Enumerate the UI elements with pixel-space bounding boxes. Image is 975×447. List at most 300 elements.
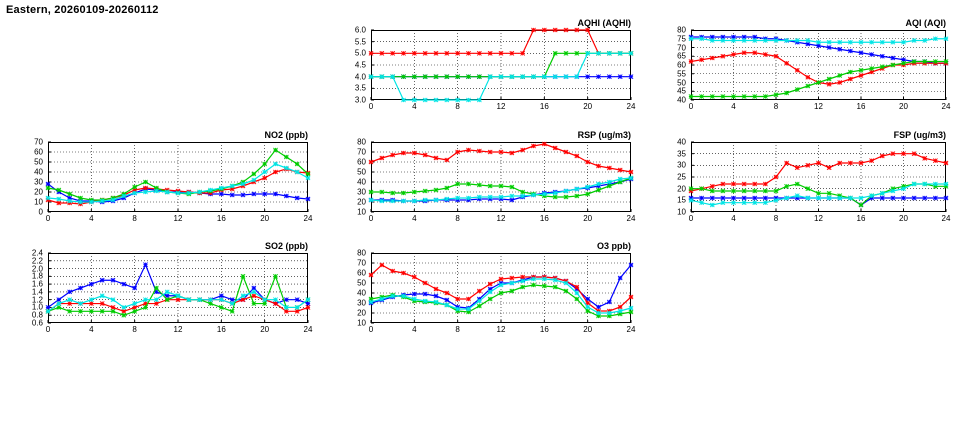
series-marker: [596, 164, 600, 168]
series-marker: [412, 297, 416, 301]
series-marker: [689, 187, 693, 191]
chart-panel-aqhi: [345, 18, 635, 114]
series-marker: [721, 38, 725, 42]
series-marker: [111, 278, 115, 282]
series-marker: [795, 182, 799, 186]
series-marker: [933, 182, 937, 186]
series-marker: [412, 75, 416, 79]
series-marker: [391, 75, 395, 79]
series-marker: [859, 73, 863, 77]
series-marker: [827, 40, 831, 44]
series-marker: [306, 301, 310, 305]
y-tick-label: 40: [357, 288, 366, 298]
series-marker: [763, 189, 767, 193]
series-marker: [618, 75, 622, 79]
series-marker: [499, 283, 503, 287]
series-marker: [542, 277, 546, 281]
series-marker: [700, 201, 704, 205]
x-tick-label: 24: [941, 214, 951, 223]
series-marker: [57, 298, 61, 302]
series-marker: [477, 75, 481, 79]
x-tick-label: 12: [173, 325, 183, 334]
series-marker: [700, 196, 704, 200]
series-marker: [208, 188, 212, 192]
series-marker: [143, 180, 147, 184]
series-marker: [901, 196, 905, 200]
series-marker: [434, 156, 438, 160]
series-marker: [618, 51, 622, 55]
series-marker: [230, 301, 234, 305]
series-marker: [391, 199, 395, 203]
series-marker: [466, 148, 470, 152]
series-marker: [575, 154, 579, 158]
series-marker: [263, 176, 267, 180]
series-marker: [689, 37, 693, 41]
x-tick-label: 12: [814, 214, 823, 223]
series-marker: [434, 75, 438, 79]
series-marker: [542, 28, 546, 32]
series-marker: [870, 194, 874, 198]
y-tick-label: 40: [677, 95, 686, 105]
series-marker: [273, 192, 277, 196]
series-marker: [880, 191, 884, 195]
series-marker: [423, 75, 427, 79]
y-tick-label: 40: [357, 177, 366, 187]
series-marker: [774, 93, 778, 97]
series-marker: [456, 75, 460, 79]
series-marker: [774, 175, 778, 179]
x-tick-label: 24: [626, 102, 636, 111]
series-marker: [89, 301, 93, 305]
x-tick-label: 12: [814, 102, 823, 111]
series-marker: [795, 38, 799, 42]
series-marker: [891, 152, 895, 156]
series-marker: [700, 94, 704, 98]
series-marker: [607, 300, 611, 304]
series-marker: [510, 75, 514, 79]
series-marker: [401, 151, 405, 155]
x-tick-label: 0: [45, 325, 51, 334]
chart-title: AQI (AQI): [905, 18, 946, 28]
series-marker: [586, 51, 590, 55]
y-tick-label: 20: [677, 184, 686, 194]
series-marker: [423, 189, 427, 193]
y-tick-label: 1.2: [31, 295, 43, 305]
series-marker: [531, 75, 535, 79]
series-marker: [564, 195, 568, 199]
series-marker: [423, 98, 427, 102]
series-marker: [795, 68, 799, 72]
x-tick-label: 24: [941, 102, 951, 111]
series-marker: [263, 192, 267, 196]
x-tick-label: 16: [216, 325, 226, 334]
series-marker: [721, 201, 725, 205]
series-marker: [774, 198, 778, 202]
series-marker: [434, 287, 438, 291]
series-marker: [219, 305, 223, 309]
series-marker: [176, 294, 180, 298]
series-marker: [488, 195, 492, 199]
series-marker: [586, 160, 590, 164]
series-marker: [607, 51, 611, 55]
series-marker: [848, 49, 852, 53]
series-marker: [880, 40, 884, 44]
series-marker: [542, 284, 546, 288]
series-marker: [531, 283, 535, 287]
y-tick-label: 20: [357, 197, 366, 207]
y-tick-label: 50: [357, 167, 366, 177]
series-marker: [488, 282, 492, 286]
series-marker: [901, 61, 905, 65]
series-marker: [827, 191, 831, 195]
series-marker: [133, 191, 137, 195]
series-marker: [273, 301, 277, 305]
series-marker: [753, 51, 757, 55]
series-marker: [187, 191, 191, 195]
y-tick-label: 55: [677, 69, 686, 79]
series-marker: [710, 203, 714, 207]
series-marker: [380, 156, 384, 160]
x-tick-label: 8: [132, 214, 137, 223]
series-marker: [618, 177, 622, 181]
series-marker: [57, 305, 61, 309]
series-marker: [68, 290, 72, 294]
series-marker: [488, 184, 492, 188]
series-marker: [575, 75, 579, 79]
series-marker: [273, 162, 277, 166]
series-marker: [838, 73, 842, 77]
series-marker: [111, 198, 115, 202]
series-marker: [208, 298, 212, 302]
series-marker: [230, 193, 234, 197]
series-marker: [891, 196, 895, 200]
series-marker: [870, 52, 874, 56]
chart-panel-fsp: [665, 130, 950, 226]
x-tick-label: 20: [260, 214, 270, 223]
x-tick-label: 4: [412, 325, 417, 334]
series-marker: [923, 59, 927, 63]
series-marker: [710, 56, 714, 60]
series-marker: [596, 188, 600, 192]
series-marker: [575, 51, 579, 55]
series-marker: [78, 301, 82, 305]
series-marker: [521, 285, 525, 289]
series-marker: [731, 94, 735, 98]
series-marker: [143, 305, 147, 309]
series-marker: [89, 282, 93, 286]
x-tick-label: 12: [496, 102, 506, 111]
series-marker: [423, 153, 427, 157]
series-marker: [521, 275, 525, 279]
series-marker: [575, 285, 579, 289]
series-marker: [284, 309, 288, 313]
y-tick-label: 4.5: [354, 60, 366, 70]
series-marker: [731, 52, 735, 56]
chart-panel-o3: [345, 241, 635, 337]
series-marker: [456, 150, 460, 154]
chart-title: NO2 (ppb): [264, 130, 308, 140]
series-marker: [838, 80, 842, 84]
series-marker: [859, 68, 863, 72]
y-tick-label: 10: [677, 207, 686, 217]
series-marker: [542, 75, 546, 79]
series-marker: [806, 75, 810, 79]
series-marker: [176, 191, 180, 195]
series-marker: [742, 182, 746, 186]
series-marker: [795, 194, 799, 198]
series-marker: [306, 172, 310, 176]
y-tick-label: 3.0: [354, 95, 366, 105]
series-marker: [445, 98, 449, 102]
series-marker: [423, 198, 427, 202]
series-marker: [710, 196, 714, 200]
series-marker: [880, 65, 884, 69]
series-marker: [154, 298, 158, 302]
x-tick-label: 0: [368, 102, 374, 111]
series-marker: [785, 61, 789, 65]
series-marker: [806, 84, 810, 88]
series-marker: [284, 166, 288, 170]
series-marker: [806, 187, 810, 191]
series-marker: [891, 56, 895, 60]
series-marker: [816, 196, 820, 200]
y-tick-label: 1.4: [31, 287, 43, 297]
series-marker: [263, 170, 267, 174]
y-tick-label: 2.4: [31, 248, 43, 258]
series-marker: [795, 87, 799, 91]
series-marker: [380, 75, 384, 79]
x-tick-label: 16: [539, 325, 549, 334]
series-marker: [753, 196, 757, 200]
series-marker: [477, 299, 481, 303]
y-tick-label: 1.8: [31, 271, 43, 281]
series-marker: [564, 281, 568, 285]
series-marker: [380, 263, 384, 267]
series-marker: [198, 298, 202, 302]
chart-panel-aqi: [665, 18, 950, 114]
y-tick-label: 35: [677, 149, 686, 159]
y-tick-label: 30: [357, 298, 366, 308]
chart-svg: [22, 130, 312, 226]
series-marker: [586, 309, 590, 313]
series-marker: [445, 197, 449, 201]
series-marker: [521, 51, 525, 55]
series-marker: [596, 305, 600, 309]
series-marker: [273, 274, 277, 278]
series-marker: [753, 201, 757, 205]
series-marker: [859, 40, 863, 44]
series-marker: [219, 186, 223, 190]
series-marker: [596, 51, 600, 55]
series-marker: [731, 201, 735, 205]
series-marker: [230, 184, 234, 188]
series-marker: [838, 161, 842, 165]
series-marker: [880, 154, 884, 158]
x-tick-label: 8: [455, 325, 460, 334]
series-marker: [456, 182, 460, 186]
series-marker: [742, 51, 746, 55]
y-tick-label: 0.8: [31, 310, 43, 320]
series-marker: [564, 289, 568, 293]
y-tick-label: 6.0: [354, 25, 366, 35]
series-marker: [586, 305, 590, 309]
series-marker: [133, 305, 137, 309]
series-marker: [521, 190, 525, 194]
y-tick-label: 80: [357, 137, 366, 147]
series-marker: [553, 75, 557, 79]
series-marker: [100, 199, 104, 203]
series-marker: [57, 201, 61, 205]
series-marker: [252, 294, 256, 298]
series-marker: [477, 149, 481, 153]
series-marker: [445, 303, 449, 307]
x-tick-label: 4: [412, 102, 417, 111]
x-tick-label: 8: [455, 214, 460, 223]
series-marker: [412, 275, 416, 279]
series-marker: [456, 307, 460, 311]
series-marker: [510, 198, 514, 202]
x-tick-label: 4: [89, 325, 94, 334]
series-marker: [369, 300, 373, 304]
series-marker: [848, 40, 852, 44]
series-marker: [710, 38, 714, 42]
series-marker: [629, 310, 633, 314]
series-marker: [412, 151, 416, 155]
series-marker: [721, 189, 725, 193]
series-marker: [531, 28, 535, 32]
series-marker: [434, 294, 438, 298]
series-marker: [466, 51, 470, 55]
x-tick-label: 20: [260, 325, 270, 334]
y-tick-label: 80: [677, 25, 686, 35]
series-marker: [618, 276, 622, 280]
series-marker: [848, 161, 852, 165]
series-marker: [401, 75, 405, 79]
series-marker: [445, 158, 449, 162]
series-marker: [122, 309, 126, 313]
series-marker: [607, 166, 611, 170]
series-marker: [618, 305, 622, 309]
series-marker: [806, 163, 810, 167]
series-marker: [721, 94, 725, 98]
series-marker: [143, 190, 147, 194]
series-marker: [284, 155, 288, 159]
series-marker: [521, 194, 525, 198]
series-marker: [816, 80, 820, 84]
series-marker: [923, 38, 927, 42]
series-marker: [100, 301, 104, 305]
chart-svg: [22, 241, 312, 337]
series-marker: [742, 94, 746, 98]
series-marker: [219, 298, 223, 302]
x-tick-label: 0: [688, 102, 694, 111]
series-marker: [870, 159, 874, 163]
series-marker: [57, 188, 61, 192]
series-marker: [380, 190, 384, 194]
series-marker: [689, 59, 693, 63]
series-marker: [806, 196, 810, 200]
y-tick-label: 30: [357, 187, 366, 197]
x-tick-label: 20: [583, 102, 593, 111]
series-marker: [423, 281, 427, 285]
chart-svg: [345, 130, 635, 226]
series-marker: [553, 191, 557, 195]
series-marker: [607, 180, 611, 184]
series-marker: [219, 294, 223, 298]
series-marker: [763, 201, 767, 205]
y-tick-label: 2.2: [31, 256, 43, 266]
series-marker: [596, 311, 600, 315]
series-marker: [306, 176, 310, 180]
y-tick-label: 4.0: [354, 72, 366, 82]
series-marker: [912, 152, 916, 156]
series-marker: [742, 38, 746, 42]
series-marker: [241, 294, 245, 298]
y-tick-label: 2.0: [31, 264, 43, 274]
series-marker: [198, 190, 202, 194]
y-tick-label: 30: [34, 177, 43, 187]
series-marker: [412, 190, 416, 194]
series-marker: [880, 54, 884, 58]
series-marker: [742, 189, 746, 193]
series-marker: [827, 45, 831, 49]
y-tick-label: 15: [677, 195, 686, 205]
series-marker: [133, 185, 137, 189]
series-marker: [176, 298, 180, 302]
series-marker: [753, 189, 757, 193]
series-marker: [68, 199, 72, 203]
series-marker: [423, 51, 427, 55]
series-marker: [466, 307, 470, 311]
series-marker: [710, 184, 714, 188]
series-marker: [859, 161, 863, 165]
y-tick-label: 70: [34, 137, 43, 147]
series-marker: [553, 51, 557, 55]
series-marker: [629, 75, 633, 79]
series-marker: [629, 306, 633, 310]
series-marker: [46, 186, 50, 190]
y-tick-label: 25: [677, 172, 686, 182]
series-marker: [859, 51, 863, 55]
series-marker: [488, 150, 492, 154]
series-marker: [499, 184, 503, 188]
series-marker: [252, 290, 256, 294]
x-tick-label: 0: [688, 214, 694, 223]
series-marker: [618, 168, 622, 172]
y-tick-label: 50: [34, 157, 43, 167]
series-marker: [252, 172, 256, 176]
series-marker: [816, 191, 820, 195]
series-marker: [466, 297, 470, 301]
series-marker: [154, 286, 158, 290]
series-marker: [143, 263, 147, 267]
series-marker: [721, 54, 725, 58]
series-marker: [68, 309, 72, 313]
series-marker: [46, 196, 50, 200]
series-marker: [295, 305, 299, 309]
series-marker: [488, 75, 492, 79]
series-marker: [263, 298, 267, 302]
series-marker: [816, 40, 820, 44]
series-marker: [564, 150, 568, 154]
series-marker: [369, 160, 373, 164]
series-marker: [456, 297, 460, 301]
series-marker: [742, 196, 746, 200]
x-tick-label: 20: [583, 214, 593, 223]
x-tick-label: 24: [626, 325, 636, 334]
series-marker: [306, 298, 310, 302]
series-marker: [700, 37, 704, 41]
